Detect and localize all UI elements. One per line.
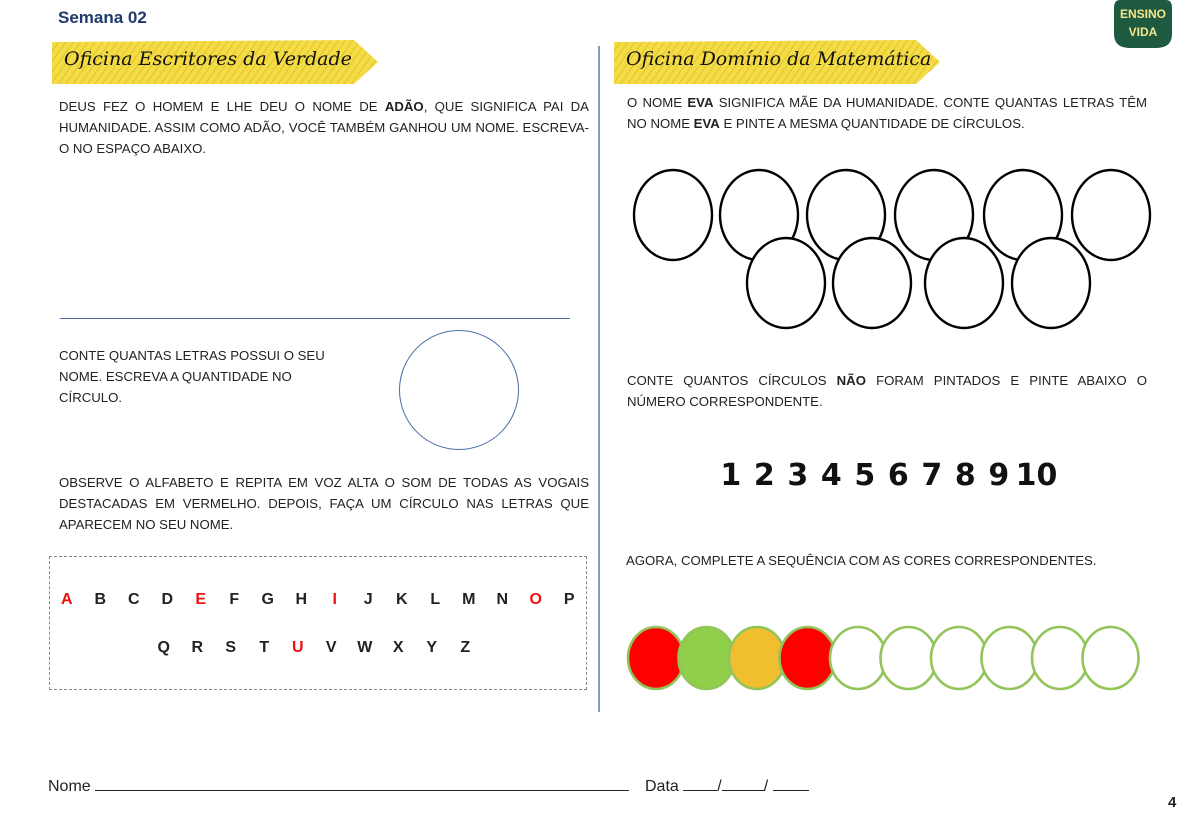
alphabet-instruction: OBSERVE O ALFABETO E REPITA EM VOZ ALTA O SOM DE TODAS AS VOGAIS DESTACADAS EM VERMELHO. DEPOIS, FAÇA UM CÍRCULO NAS LETRAS QUE APARECEM NO SEU NOME. [59,475,589,532]
alphabet-letter-y[interactable]: Y [426,639,438,656]
alphabet-letter-q[interactable]: Q [157,639,170,656]
alphabet-letter-w[interactable]: W [357,639,373,656]
paint-circle[interactable] [747,238,825,328]
sequence-circle[interactable] [628,627,684,689]
adao-paragraph: DEUS FEZ O HOMEM E LHE DEU O NOME DE ADÃO, QUE SIGNIFICA PAI DA HUMANIDADE. ASSIM COMO ADÃO, VOCÊ TAMBÉM GANHOU UM NOME. ESCREVA-O NO ESPAÇO ABAIXO. [59,99,589,156]
alphabet-letter-d[interactable]: D [161,591,174,608]
alphabet-row-2 [147,639,482,657]
sequence-circle[interactable] [830,627,886,689]
number-8[interactable]: 8 [954,458,976,493]
alphabet-letter-r[interactable]: R [191,639,204,656]
name-field[interactable] [95,774,629,791]
alphabet-letter-l[interactable]: L [430,591,441,608]
count-not-painted-instruction: CONTE QUANTOS CÍRCULOS NÃO FORAM PINTADOS E PINTE ABAIXO O NÚMERO CORRESPONDENTE. [627,373,1147,409]
alphabet-letter-u[interactable]: U [291,639,304,656]
sequence-circle[interactable] [679,627,735,689]
paint-circles-group [628,164,1154,334]
alphabet-letter-h[interactable]: H [295,591,308,608]
alphabet-letter-i[interactable]: I [332,591,337,608]
alphabet-letter-k[interactable]: K [395,591,408,608]
count-letters-instruction: CONTE QUANTAS LETRAS POSSUI O SEU NOME. ESCREVA A QUANTIDADE NO CÍRCULO. [59,348,325,405]
alphabet-letter-s[interactable]: S [225,639,237,656]
alphabet-letter-j[interactable]: J [363,591,373,608]
sequence-circle[interactable] [881,627,937,689]
number-2[interactable]: 2 [753,458,775,493]
week-title: Semana 02 [58,8,147,27]
alphabet-letter-c[interactable]: C [127,591,140,608]
page-number: 4 [1168,794,1177,811]
paint-circle[interactable] [1072,170,1150,260]
eva-paragraph: O NOME EVA SIGNIFICA MÃE DA HUMANIDADE. CONTE QUANTAS LETRAS TÊM NO NOME EVA E PINTE A MESMA QUANTIDADE DE CÍRCULOS. [627,95,1147,131]
number-9[interactable]: 9 [988,458,1010,493]
left-banner [52,40,378,84]
ensino-vida-logo [1114,0,1172,48]
alphabet-letter-t[interactable]: T [259,639,270,656]
number-4[interactable]: 4 [820,458,842,493]
number-7[interactable]: 7 [921,458,943,493]
alphabet-letter-n[interactable]: N [496,591,509,608]
column-divider [598,46,600,712]
sequence-circle[interactable] [1032,627,1088,689]
date-slash: / [717,778,722,795]
alphabet-letter-v[interactable]: V [325,639,337,656]
alphabet-letter-z[interactable]: Z [460,639,471,656]
number-5[interactable]: 5 [854,458,876,493]
number-1[interactable]: 1 [720,458,742,493]
sequence-circle[interactable] [729,627,785,689]
footer-date [645,774,809,796]
paint-circle[interactable] [634,170,712,260]
date-slash: / [763,778,769,795]
left-banner-title: Oficina Escritores da Verdade [64,48,352,70]
alphabet-letter-a[interactable]: A [60,591,73,608]
name-label: Nome [48,778,91,795]
alphabet-letter-e[interactable]: E [195,591,207,608]
paint-circle[interactable] [833,238,911,328]
sequence-circle[interactable] [982,627,1038,689]
sequence-instruction: AGORA, COMPLETE A SEQUÊNCIA COM AS CORES CORRESPONDENTES. [626,553,1097,568]
alphabet-letter-g[interactable]: G [261,591,274,608]
sequence-circle[interactable] [780,627,836,689]
number-6[interactable]: 6 [887,458,909,493]
sequence-circle[interactable] [931,627,987,689]
sequence-circle[interactable] [1083,627,1139,689]
alphabet-letter-p[interactable]: P [563,591,575,608]
letter-count-circle[interactable] [399,330,519,450]
alphabet-letter-b[interactable]: B [94,591,107,608]
date-day-field[interactable] [683,774,717,791]
right-banner-title: Oficina Domínio da Matemática [626,48,932,70]
color-sequence [626,624,1146,694]
footer-name [48,774,629,796]
date-year-field[interactable] [773,774,809,791]
right-banner [614,40,940,84]
alphabet-letter-x[interactable]: X [392,639,404,656]
numbers-row [714,458,1058,493]
alphabet-letter-m[interactable]: M [462,591,476,608]
alphabet-row-1 [50,591,586,609]
number-3[interactable]: 3 [787,458,809,493]
number-10[interactable]: 10 [1015,458,1058,493]
alphabet-letter-f[interactable]: F [229,591,240,608]
date-month-field[interactable] [722,774,764,791]
name-writing-line[interactable] [60,318,570,319]
paint-circle[interactable] [925,238,1003,328]
logo-text-bottom: VIDA [1128,25,1158,39]
alphabet-box [49,556,587,690]
logo-text-top: ENSINO [1119,7,1167,21]
alphabet-letter-o[interactable]: O [529,591,542,608]
date-label: Data [645,778,679,795]
paint-circle[interactable] [1012,238,1090,328]
